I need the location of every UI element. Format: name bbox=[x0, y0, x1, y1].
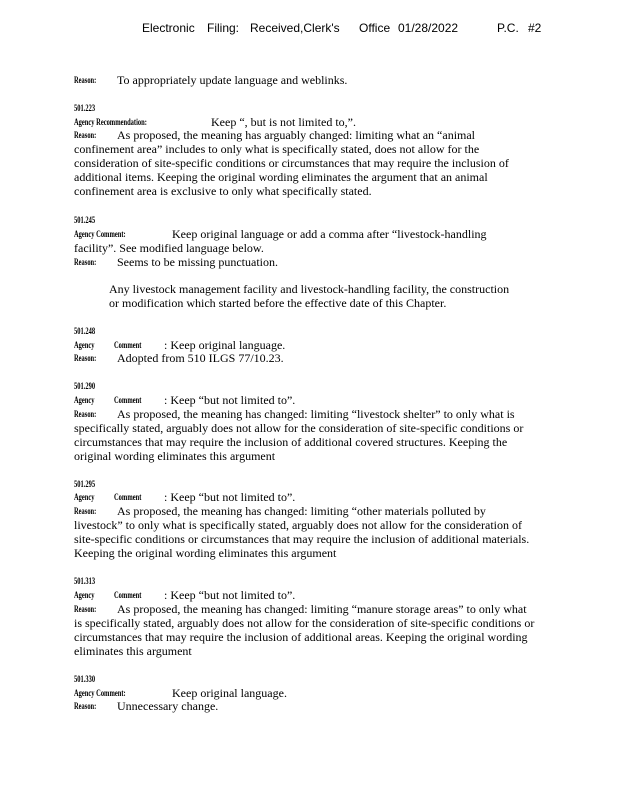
section-number-501-245: 501.245 bbox=[74, 215, 96, 225]
s223-reason-line: confinement area is exclusive to only what specifically stated. bbox=[74, 184, 372, 198]
agency-label: Agency bbox=[74, 492, 95, 502]
reason-label: Reason: bbox=[74, 353, 97, 363]
s245-quote-line: Any livestock management facility and livestock-handling facility, the construction bbox=[109, 282, 510, 296]
s295-reason-line: Keeping the original wording eliminates this argument bbox=[74, 546, 337, 560]
s245-comment-line: Keep original language or add a comma after “livestock-handling bbox=[172, 227, 487, 241]
s313-reason-line: circumstances that may require the inclusion of additional areas. Keeping the original wording bbox=[74, 630, 528, 644]
reason-label: Reason: bbox=[74, 257, 97, 267]
s290-comment: : Keep “but not limited to”. bbox=[164, 393, 296, 407]
s295-comment: : Keep “but not limited to”. bbox=[164, 490, 296, 504]
reason-label: Reason: bbox=[74, 701, 97, 711]
header-pc: P.C. bbox=[497, 21, 519, 35]
section-number-501-290: 501.290 bbox=[74, 381, 96, 391]
s245-quote-line: or modification which started before the effective date of this Chapter. bbox=[109, 296, 447, 310]
section-number-501-313: 501.313 bbox=[74, 576, 96, 586]
header-pc-number: #2 bbox=[528, 21, 542, 35]
comment-label: Comment bbox=[114, 492, 142, 502]
s290-reason-line: As proposed, the meaning has changed: limiting “livestock shelter” to only what is bbox=[117, 407, 515, 421]
s223-reason-line: consideration of site-specific conditions or circumstances that may require the inclusion of bbox=[74, 156, 509, 170]
reason-label: Reason: bbox=[74, 506, 97, 516]
s313-reason-line: is specifically stated, arguably does not allow for the consideration of site-specific conditions or bbox=[74, 616, 535, 630]
s290-reason-line: circumstances that may require the inclusion of additional covered structures. Keeping the bbox=[74, 435, 508, 449]
header-received: Received,Clerk's bbox=[250, 21, 340, 35]
s248-reason: Adopted from 510 ILGS 77/10.23. bbox=[117, 351, 284, 365]
agency-comment-label: Agency Comment: bbox=[74, 688, 126, 698]
s223-reason-line: additional items. Keeping the original wording eliminates the argument that an animal bbox=[74, 170, 488, 184]
agency-label: Agency bbox=[74, 395, 95, 405]
s313-reason-line: As proposed, the meaning has changed: limiting “manure storage areas” to only what bbox=[117, 602, 527, 616]
section-number-501-223: 501.223 bbox=[74, 103, 96, 113]
s290-reason-line: original wording eliminates this argument bbox=[74, 449, 276, 463]
comment-label: Comment bbox=[114, 395, 142, 405]
agency-label: Agency bbox=[74, 340, 95, 350]
s248-comment: : Keep original language. bbox=[164, 338, 286, 352]
comment-label: Comment bbox=[114, 340, 142, 350]
reason-label: Reason: bbox=[74, 409, 97, 419]
header-office: Office bbox=[359, 21, 391, 35]
section-number-501-295: 501.295 bbox=[74, 479, 96, 489]
s223-reason-line: As proposed, the meaning has arguably changed: limiting what an “animal bbox=[117, 128, 476, 142]
s313-reason-line: eliminates this argument bbox=[74, 644, 192, 658]
header-filing: Filing: bbox=[207, 21, 240, 35]
s290-reason-line: specifically stated, arguably does not allow for the consideration of site-specific conditions or bbox=[74, 421, 524, 435]
s330-comment: Keep original language. bbox=[172, 686, 287, 700]
s295-reason-line: As proposed, the meaning has changed: limiting “other materials polluted by bbox=[117, 504, 486, 518]
header-date: 01/28/2022 bbox=[398, 21, 459, 35]
s223-reason-line: confinement area” includes to only what is specifically stated, does not allow for the bbox=[74, 142, 480, 156]
header-electronic: Electronic bbox=[142, 21, 195, 35]
section-number-501-330: 501.330 bbox=[74, 674, 96, 684]
s295-reason-line: site-specific conditions or circumstances that may require the inclusion of additional materials. bbox=[74, 532, 530, 546]
agency-comment-label: Agency Comment: bbox=[74, 229, 126, 239]
filing-header bbox=[0, 21, 618, 37]
s245-comment-line: facility”. See modified language below. bbox=[74, 241, 264, 255]
section-number-501-248: 501.248 bbox=[74, 326, 96, 336]
s313-comment: : Keep “but not limited to”. bbox=[164, 588, 296, 602]
reason-label: Reason: bbox=[74, 604, 97, 614]
intro-reason-text: To appropriately update language and weblinks. bbox=[117, 73, 348, 87]
s223-recommendation: Keep “, but is not limited to,”. bbox=[211, 115, 356, 129]
reason-label: Reason: bbox=[74, 75, 97, 85]
agency-label: Agency bbox=[74, 590, 95, 600]
s245-reason: Seems to be missing punctuation. bbox=[117, 255, 278, 269]
reason-label: Reason: bbox=[74, 130, 97, 140]
agency-recommendation-label: Agency Recommendation: bbox=[74, 117, 147, 127]
comment-label: Comment bbox=[114, 590, 142, 600]
s295-reason-line: livestock” to only what is specifically stated, arguably does not allow for the consideration of bbox=[74, 518, 522, 532]
s330-reason: Unnecessary change. bbox=[117, 699, 219, 713]
